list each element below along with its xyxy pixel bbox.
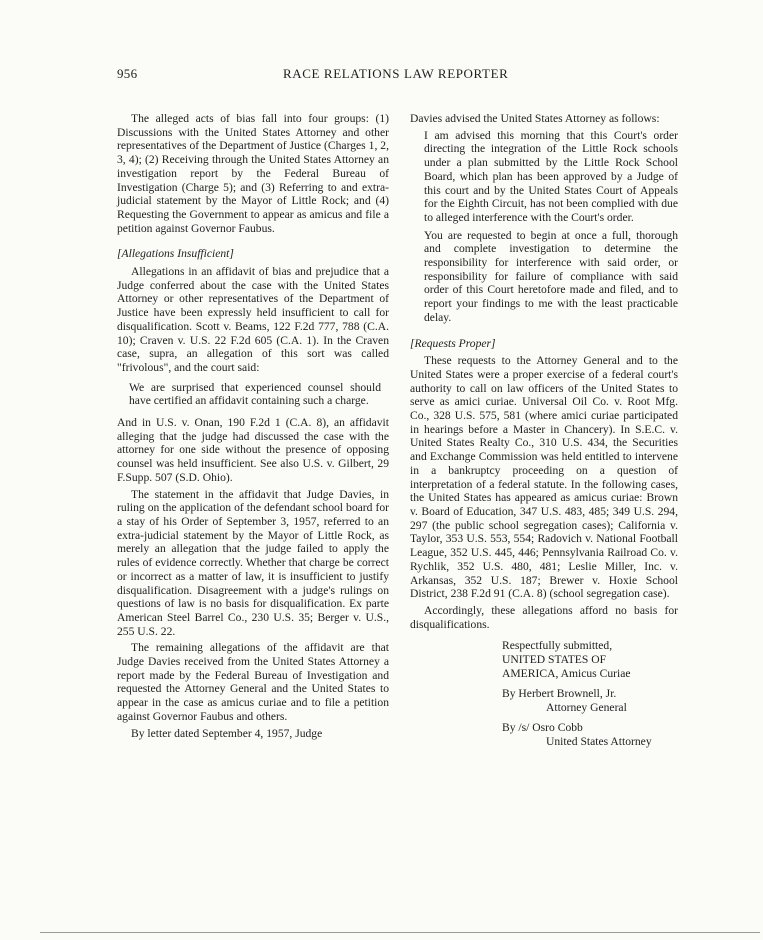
block-quote: We are surprised that experienced counsel should have certified an affidavit containing such a charge. — [129, 380, 381, 408]
signature-party: AMERICA, Amicus Curiae — [502, 667, 631, 681]
page-header — [117, 66, 677, 86]
letter-quote — [410, 129, 678, 325]
page-number: 956 — [117, 66, 138, 81]
letter-paragraph: You are requested to begin at once a full, thorough and complete investigation to determine the responsibility for interference with said order, or responsibility for failure of compliance with said order of this Court heretofore made and filed, and to report your findings to me with the least practicable delay. — [424, 228, 678, 324]
paragraph: The remaining allegations of the affidavit are that Judge Davies received from the United States Attorney a report made by the Federal Bureau of Investigation and requested the Attorney General and the United States to appear in the case as amicus curiae and to file a petition against Governor Faubus and others. — [117, 641, 389, 723]
paragraph: And in U.S. v. Onan, 190 F.2d 1 (C.A. 8), an affidavit alleging that the judge had discussed the case with the attorney for one side without the presence of opposing counsel was held insufficient. See also U.S. v. Gilbert, 29 F.Supp. 507 (S.D. Ohio). — [117, 416, 389, 484]
letter-paragraph: I am advised this morning that this Court's order directing the integration of the Little Rock schools under a plan submitted by the Little Rock School Board, which plan has been approved by a Judge of this court and by the United States Court of Appeals for the Eighth Circuit, has not been complied with due to alleged interference with the Court's order. — [424, 128, 678, 224]
paragraph: The statement in the affidavit that Judge Davies, in ruling on the application of the defendant school board for a stay of his Order of September 3, 1957, referred to an extra-judicial statement by the Mayor of Little Rock, as merely an allegation that the judge failed to apply the rules of evidence correctly. Whether that charge be correct or incorrect as a matter of law, it is insufficient to justify disqualification. Disagreement with a judge's rulings on questions of law is no basis for disqualification. Ex parte American Steel Barrel Co., 230 U.S. 35; Berger v. U.S., 255 U.S. 22. — [117, 487, 389, 638]
running-title: RACE RELATIONS LAW REPORTER — [283, 66, 509, 81]
left-column — [117, 112, 389, 743]
section-heading: [Allegations Insufficient] — [117, 247, 234, 261]
signer-title: United States Attorney — [546, 735, 652, 749]
signer-title: Attorney General — [546, 701, 627, 715]
paragraph: These requests to the Attorney General and to the United States were a proper exercise of a federal court's authority to call on law officers of the United States to serve as amici curiae. Universal Oil Co. v. Root Mfg. Co., 328 U.S. 575, 581 (where amici curiae participated in hearings before a Master in Chancery). In S.E.C. v. United States Realty Co., 310 U.S. 434, the Securities and Exchange Commission was held entitled to intervene in a bankruptcy proceeding on a question of interpretation of a federal statute. In the following cases, the United States has appeared as amicus curiae: Brown v. Board of Education, 347 U.S. 483, 485; 349 U.S. 294, 297 (the public school segregation cases); California v. Taylor, 353 U.S. 553, 554; Radovich v. National Football League, 352 U.S. 445, 446; Pennsylvania Railroad Co. v. Rychlik, 352 U.S. 480, 481; Leslie Miller, Inc. v. Arkansas, 352 U.S. 187; Brewer v. Hoxie School District, 238 F.2d 91 (C.A. 8) (school segregation case). — [410, 354, 678, 601]
section-heading: [Requests Proper] — [410, 336, 496, 350]
paragraph: Allegations in an affidavit of bias and prejudice that a Judge conferred about the case with the United States Attorney or other representatives of the Department of Justice have been expressly held insufficient to call for disqualification. Scott v. Beams, 122 F.2d 777, 788 (C.A. 10); Craven v. U.S. 22 F.2d 605 (C.A. 1). In the Craven case, supra, an allegation of this sort was called "frivolous", and the court said: — [117, 265, 389, 374]
bottom-rule — [40, 932, 760, 933]
paragraph: Davies advised the United States Attorney as follows: — [410, 112, 660, 125]
signer-name: By /s/ Osro Cobb — [502, 721, 583, 735]
right-column — [410, 112, 678, 749]
signature-block — [410, 639, 678, 749]
signer-name: By Herbert Brownell, Jr. — [502, 687, 617, 701]
signature-party: UNITED STATES OF — [502, 653, 607, 667]
paragraph: Accordingly, these allegations afford no basis for disqualifications. — [410, 603, 678, 631]
paragraph: By letter dated September 4, 1957, Judge — [131, 726, 323, 740]
signature-closing: Respectfully submitted, — [502, 639, 613, 653]
paragraph: The alleged acts of bias fall into four groups: (1) Discussions with the United States Attorney and other representatives of the Department of Justice (Charges 1, 2, 3, 4); (2) Receiving through the United States Attorney an investigation report by the Federal Bureau of Investigation (Charge 5); and (3) Referring to and extra-judicial statement by the Mayor of Little Rock; and (4) Requesting the Government to appear as amicus and file a petition against Governor Faubus. — [117, 112, 389, 235]
